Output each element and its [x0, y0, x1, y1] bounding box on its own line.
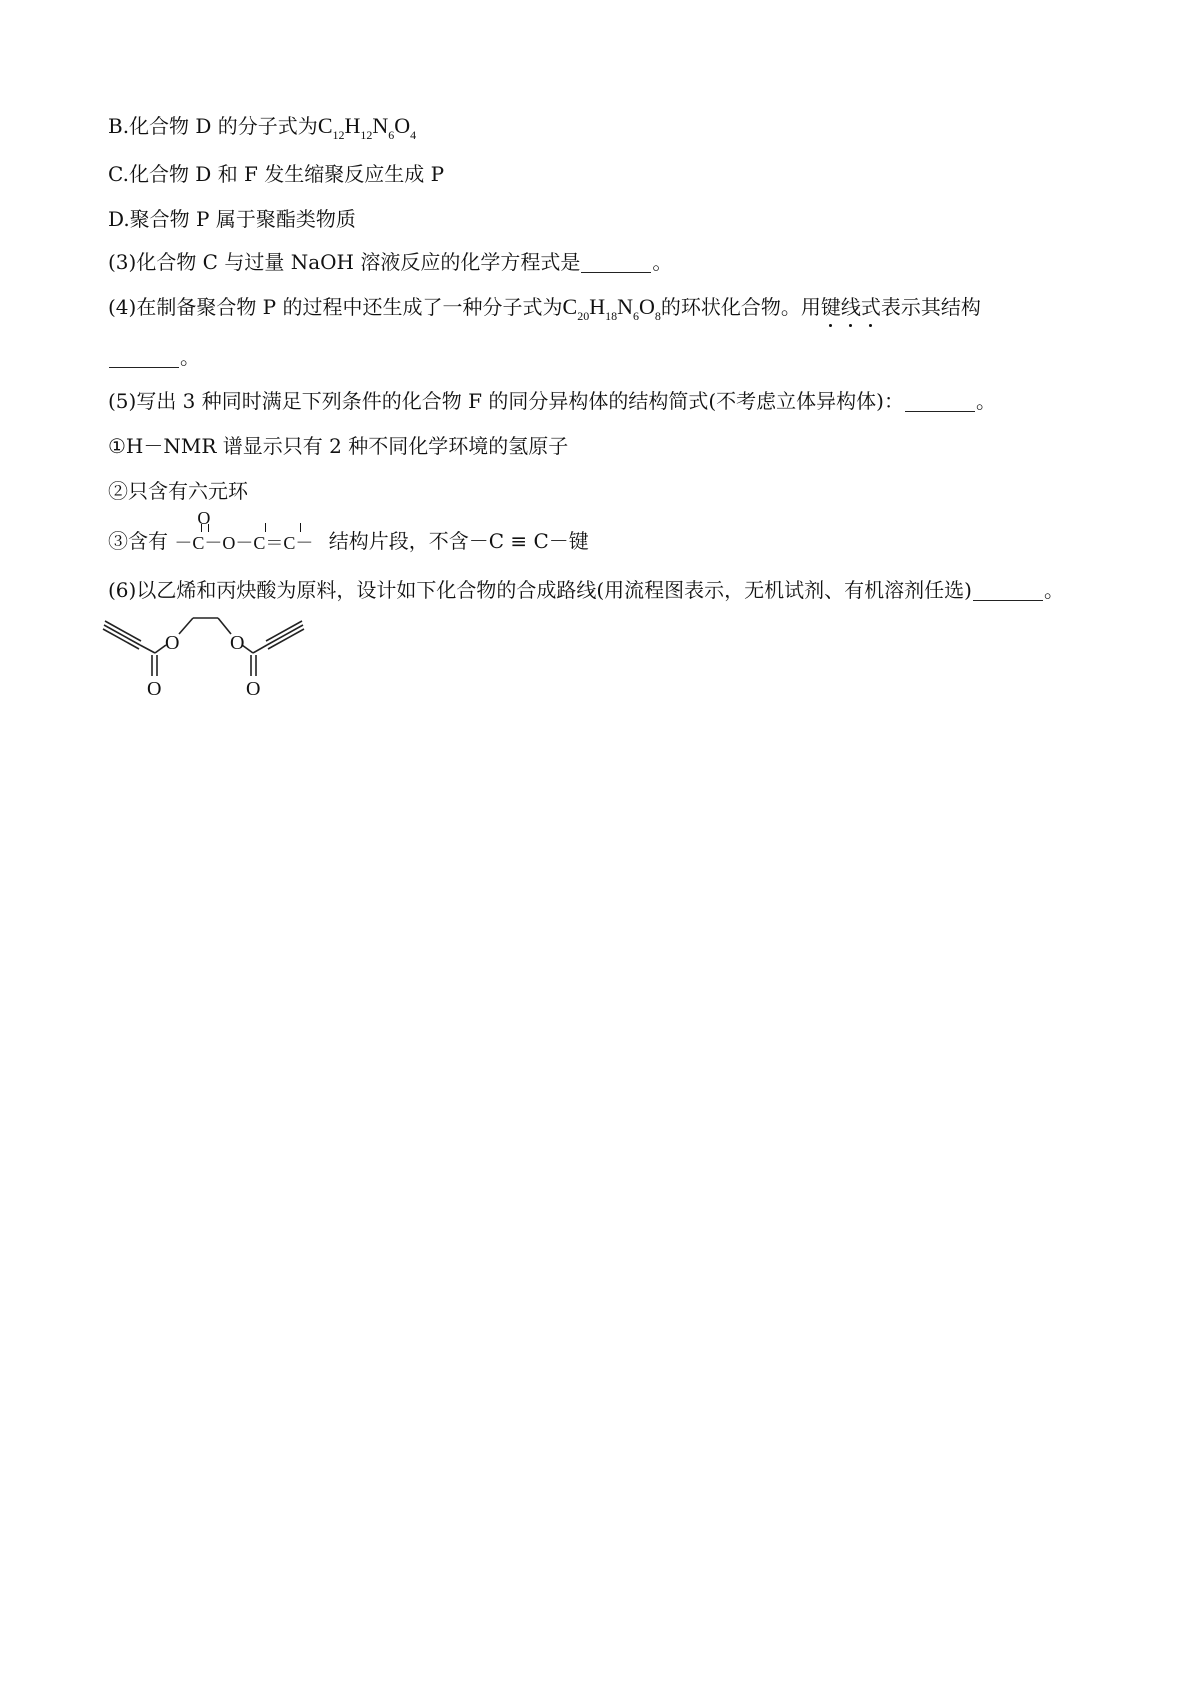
- condition-2: ②只含有六元环: [108, 479, 248, 503]
- ester-oxygen: O: [165, 632, 180, 654]
- carbonyl-oxygen: O: [246, 678, 261, 700]
- target-molecule: [100, 615, 340, 710]
- question-6: (6)以乙烯和丙炔酸为原料，设计如下化合物的合成路线(用流程图表示，无机试剂、有机溶剂任选) 。: [108, 578, 1064, 602]
- option-d: D.聚合物 P 属于聚酯类物质: [108, 207, 356, 231]
- emphasis-char: 线: [841, 295, 861, 319]
- formula-d: $C_{12}H_{12}N_6O_4$: [317, 113, 417, 142]
- alkyne-bond: [267, 625, 303, 645]
- answer-blank[interactable]: [905, 391, 975, 412]
- condition-1: ①H－NMR 谱显示只有 2 种不同化学环境的氢原子: [108, 434, 569, 458]
- answer-blank[interactable]: [973, 580, 1043, 601]
- fragment-main: －C－O－C＝C－: [174, 533, 314, 553]
- emphasis-char: 键: [821, 295, 841, 319]
- question-3: (3)化合物 C 与过量 NaOH 溶液反应的化学方程式是 。: [108, 250, 673, 274]
- answer-blank[interactable]: [581, 252, 651, 273]
- question-3-text: (3)化合物 C 与过量 NaOH 溶液反应的化学方程式是: [108, 250, 581, 274]
- structure-fragment: [174, 508, 322, 555]
- ester-oxygen: O: [230, 632, 245, 654]
- option-c: C.化合物 D 和 F 发生缩聚反应生成 P: [108, 162, 445, 186]
- question-4-answer: 。: [108, 343, 200, 371]
- fragment-carbonyl-o: O: [197, 508, 211, 528]
- carbonyl-oxygen: O: [147, 678, 162, 700]
- question-5: (5)写出 3 种同时满足下列条件的化合物 F 的同分异构体的结构简式(不考虑立体异构体)： 。: [108, 389, 996, 413]
- formula-cyclic: $C_{20}H_{18}N_6O_8$: [562, 294, 661, 323]
- answer-blank[interactable]: [109, 347, 179, 368]
- question-4: (4)在制备聚合物 P 的过程中还生成了一种分子式为$C_{20}H_{18}N_6O_8$的环状化合物。用键 线 式 表示其结构: [108, 293, 981, 321]
- condition-3: ③含有 O －C－O－C＝C－ 结构片段，不含－C ≡ C－键: [108, 527, 589, 555]
- alkyne-bond: [104, 625, 140, 645]
- option-b-text: B.化合物 D 的分子式为: [108, 114, 318, 138]
- option-b: [108, 112, 416, 140]
- emphasis-char: 式: [861, 295, 881, 319]
